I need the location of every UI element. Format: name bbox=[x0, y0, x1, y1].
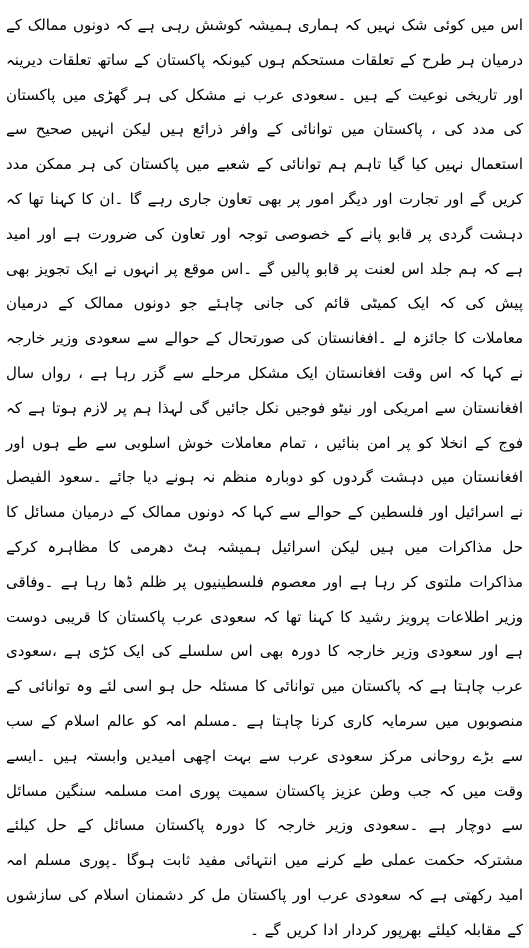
article-body-text: اس میں کوئی شک نہیں کہ ہماری ہمیشہ کوشش رہی ہے کہ دونوں ممالک کے درمیان ہر طرح کے تعلقات مستحکم ہوں کیونکہ پاکستان کے ساتھ تعلقات دیرینہ اور تاریخی نوعیت کے ہیں ۔سعودی عرب نے مشکل کی ہر گھڑی میں پاکستان کی مدد کی ، پاکستان میں توانائی کے وافر ذرائع ہیں لیکن انہیں صحیح سے استعمال نہیں کیا گیا تاہم ہم توانائی کے شعبے میں پاکستان کی ہر ممکن مدد کریں گے اور تجارت اور دیگر امور پر بھی تعاون جاری رہے گا ۔ان کا کہنا تھا کہ دہشت گردی پر قابو پانے کے خصوصی توجہ اور تعاون کی ضرورت ہے اور امید ہے کہ ہم جلد اس لعنت پر قابو پالیں گے ۔اس موقع پر انہوں نے ایک تجویز بھی پیش کی کہ ایک کمیٹی قائم کی جانی چاہئے جو دونوں ممالک کے درمیان معاملات کا جائزہ لے ۔افغانستان کی صورتحال کے حوالے سے سعودی وزیر خارجہ نے کہا کہ اس وقت افغانستان ایک مشکل مرحلے سے گزر رہا ہے ، رواں سال افغانستان سے امریکی اور نیٹو فوجیں نکل جائیں گی لہذا ہم پر لازم ہوتا ہے کہ فوج کے انخلا کو پر امن بنائیں ، تمام معاملات خوش اسلوبی سے طے ہوں اور افغانستان میں دہشت گردوں کو دوبارہ منظم نہ ہونے دیا جائے ۔سعود الفیصل نے اسرائیل اور فلسطین کے حوالے سے کہا کہ دونوں ممالک کے درمیان مسائل کا حل مذاکرات میں ہیں لیکن اسرائیل ہمیشہ ہٹ دھرمی کا مظاہرہ کرکے مذاکرات ملتوی کر رہا ہے اور معصوم فلسطینیوں پر ظلم ڈھا رہا ہے ۔وفاقی وزیر اطلاعات پرویز رشید کا کہنا تھا کہ سعودی عرب پاکستان کا قریبی دوست ہے اور سعودی وزیر خارجہ کا دورہ بھی اس سلسلے کی ایک کڑی ہے ،سعودی عرب چاہتا ہے کہ پاکستان میں توانائی کا مسئلہ حل ہو اسی لئے وہ توانائی کے منصوبوں میں سرمایہ کاری کرنا چاہتا ہے ۔مسلم امہ کو عالم اسلام کے سب سے بڑے روحانی مرکز سعودی عرب سے بہت اچھی امیدیں وابستہ ہیں ۔ایسے وقت میں کہ جب وطن عزیز پاکستان سمیت پوری امت مسلمہ سنگین مسائل سے دوچار ہے ۔سعودی وزیر خارجہ کا دورہ پاکستان مسائل کے حل کیلئے مشترکہ حکمت عملی طے کرنے میں انتہائی مفید ثابت ہوگا ۔پوری مسلم امہ امید رکھتی ہے کہ سعودی عرب اور پاکستان مل کر دشمنان اسلام کی سازشوں کے مقابلہ کیلئے بھرپور کردار ادا کریں گے ۔ bbox=[6, 16, 523, 939]
